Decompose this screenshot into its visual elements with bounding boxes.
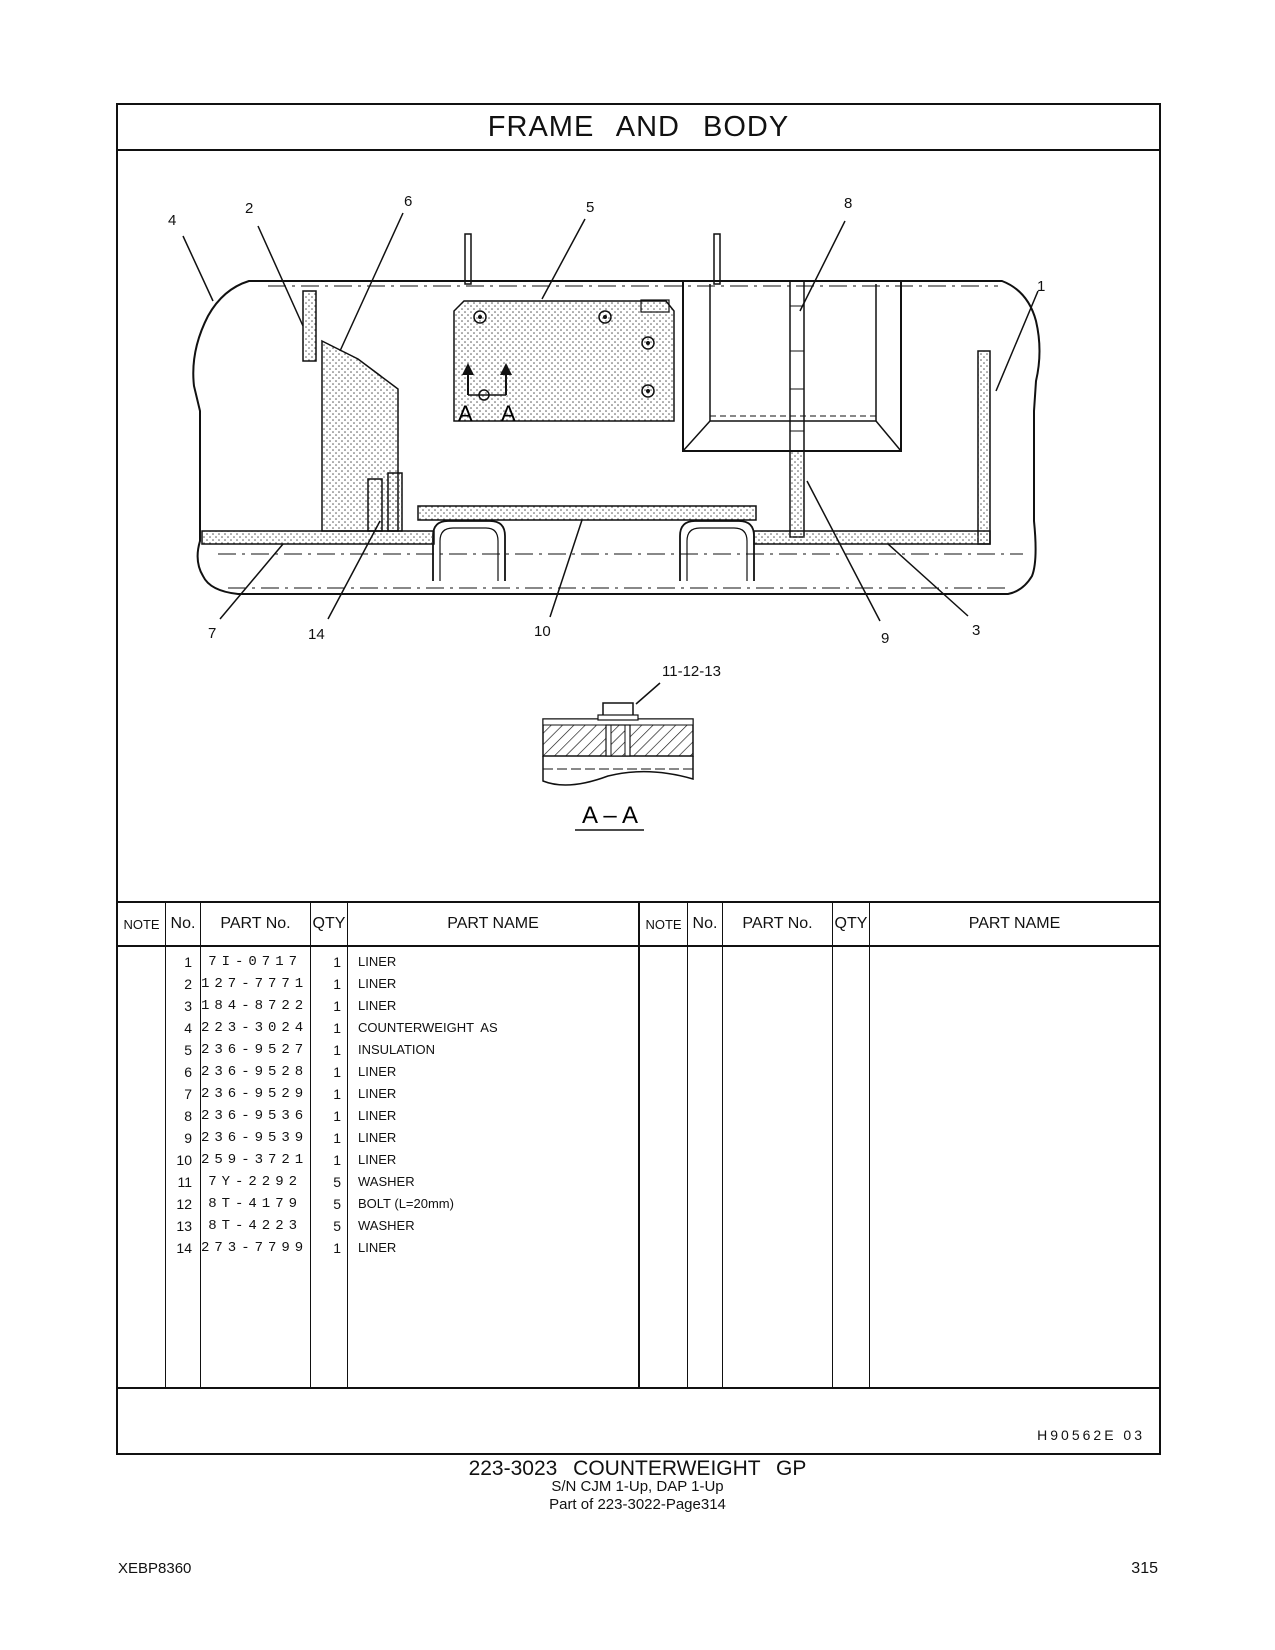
- table-cell-part-no: 236-9527: [201, 1042, 309, 1058]
- header-no-right: No.: [688, 903, 722, 947]
- header-part-name: PART NAME: [348, 903, 638, 947]
- section-title: FRAME AND BODY: [118, 105, 1159, 151]
- table-cell-name: LINER: [358, 1240, 397, 1255]
- header-part-no: PART No.: [201, 903, 310, 947]
- caption-title: 223-3023 COUNTERWEIGHT GP: [468, 1457, 807, 1480]
- table-cell-part-no: 7Y-2292: [208, 1174, 302, 1190]
- col-note: [118, 903, 166, 1387]
- table-cell-no: 6: [184, 1064, 192, 1080]
- liner-10: [418, 506, 756, 520]
- col-qty: [311, 903, 348, 1387]
- parts-table-right: [640, 903, 1159, 1387]
- header-note-right: NOTE: [640, 903, 687, 947]
- caption-serial: S/N CJM 1-Up, DAP 1-Up: [551, 1478, 724, 1495]
- caption-part-of: Part of 223-3022-Page314: [549, 1496, 726, 1513]
- col-part-no-right: [723, 903, 833, 1387]
- callout-7: 7: [208, 625, 217, 642]
- table-cell-no: 7: [184, 1086, 192, 1102]
- table-cell-part-no: 236-9539: [201, 1130, 309, 1146]
- table-cell-part-no: 236-9529: [201, 1086, 309, 1102]
- table-bottom-rule: [118, 1387, 1159, 1389]
- table-cell-name: LINER: [358, 976, 397, 991]
- table-cell-part-no: 259-3721: [201, 1152, 309, 1168]
- header-part-name-right: PART NAME: [870, 903, 1159, 947]
- callout-8: 8: [844, 195, 853, 212]
- table-cell-no: 5: [184, 1042, 192, 1058]
- counterweight-drawing: [118, 151, 1159, 901]
- table-cell-part-no: 273-7799: [201, 1240, 309, 1256]
- doc-number: XEBP8360: [118, 1560, 192, 1577]
- insulation-5: [454, 301, 674, 421]
- table-cell-name: WASHER: [358, 1218, 415, 1233]
- section-mark-left: A: [458, 401, 473, 426]
- callout-6: 6: [404, 193, 413, 210]
- table-cell-qty: 1: [333, 1064, 341, 1080]
- table-cell-qty: 1: [333, 1152, 341, 1168]
- header-part-no-right: PART No.: [723, 903, 832, 947]
- table-cell-part-no: 236-9536: [201, 1108, 309, 1124]
- callout-1: 1: [1037, 278, 1046, 295]
- table-cell-name: BOLT (L=20mm): [358, 1196, 454, 1211]
- table-cell-no: 9: [184, 1130, 192, 1146]
- liner-2: [303, 291, 316, 361]
- table-cell-no: 3: [184, 998, 192, 1014]
- table-cell-qty: 5: [333, 1174, 341, 1190]
- liner-9: [790, 451, 804, 537]
- table-cell-no: 2: [184, 976, 192, 992]
- table-cell-qty: 1: [333, 1042, 341, 1058]
- col-no: [166, 903, 201, 1387]
- table-cell-qty: 5: [333, 1196, 341, 1212]
- table-cell-name: LINER: [358, 1130, 397, 1145]
- col-part-name: [348, 903, 638, 1387]
- col-note-right: [640, 903, 688, 1387]
- liner-3: [754, 531, 990, 544]
- table-cell-qty: 1: [333, 976, 341, 992]
- header-qty: QTY: [311, 903, 347, 947]
- table-cell-qty: 1: [333, 1086, 341, 1102]
- table-cell-part-no: 8T-4179: [208, 1196, 302, 1212]
- table-cell-qty: 1: [333, 998, 341, 1014]
- callout-4: 4: [168, 212, 177, 229]
- callout-10: 10: [534, 623, 551, 640]
- callout-14: 14: [308, 626, 325, 643]
- table-cell-qty: 1: [333, 1240, 341, 1256]
- table-cell-no: 10: [176, 1152, 192, 1168]
- table-cell-part-no: 8T-4223: [208, 1218, 302, 1234]
- table-cell-part-no: 223-3024: [201, 1020, 309, 1036]
- table-cell-name: INSULATION: [358, 1042, 436, 1057]
- table-cell-no: 14: [176, 1240, 192, 1256]
- page-number: 315: [1131, 1560, 1158, 1577]
- callout-2: 2: [245, 200, 254, 217]
- table-cell-part-no: 184-8722: [201, 998, 309, 1014]
- table-cell-no: 8: [184, 1108, 192, 1124]
- header-no: No.: [166, 903, 200, 947]
- header-note: NOTE: [118, 903, 165, 947]
- table-cell-name: LINER: [358, 1086, 397, 1101]
- parts-page-frame: [116, 103, 1161, 1455]
- callout-5: 5: [586, 199, 595, 216]
- table-cell-name: LINER: [358, 1152, 397, 1167]
- liner-7: [202, 531, 434, 544]
- table-cell-no: 1: [184, 954, 192, 970]
- table-cell-name: LINER: [358, 1064, 397, 1079]
- table-cell-no: 12: [176, 1196, 192, 1212]
- col-no-right: [688, 903, 723, 1387]
- table-cell-qty: 1: [333, 954, 341, 970]
- table-cell-part-no: 7I-0717: [208, 954, 302, 970]
- col-qty-right: [833, 903, 870, 1387]
- table-cell-part-no: 236-9528: [201, 1064, 309, 1080]
- section-label: A – A: [582, 802, 639, 829]
- table-cell-name: WASHER: [358, 1174, 415, 1189]
- table-cell-name: COUNTERWEIGHT AS: [358, 1020, 498, 1035]
- table-cell-name: LINER: [358, 954, 397, 969]
- parts-table-left: [118, 903, 640, 1387]
- table-cell-no: 4: [184, 1020, 192, 1036]
- callout-3: 3: [972, 622, 981, 639]
- liner-6: [322, 341, 398, 531]
- table-cell-qty: 1: [333, 1108, 341, 1124]
- section-mark-right: A: [501, 401, 516, 426]
- table-cell-no: 13: [176, 1218, 192, 1234]
- col-part-no: [201, 903, 311, 1387]
- drawing-code: H90562E 03: [1037, 1427, 1145, 1443]
- col-part-name-right: [870, 903, 1159, 1387]
- table-cell-name: LINER: [358, 998, 397, 1013]
- liner-1: [978, 351, 990, 544]
- section-a-a-detail: [543, 683, 693, 830]
- parts-table: [118, 901, 1159, 1387]
- table-cell-qty: 5: [333, 1218, 341, 1234]
- table-cell-name: LINER: [358, 1108, 397, 1123]
- table-cell-qty: 1: [333, 1130, 341, 1146]
- table-cell-qty: 1: [333, 1020, 341, 1036]
- table-cell-no: 11: [177, 1174, 192, 1190]
- callout-9: 9: [881, 630, 890, 647]
- table-cell-part-no: 127-7771: [201, 976, 309, 992]
- callout-11-12-13: 11-12-13: [662, 663, 721, 680]
- header-qty-right: QTY: [833, 903, 869, 947]
